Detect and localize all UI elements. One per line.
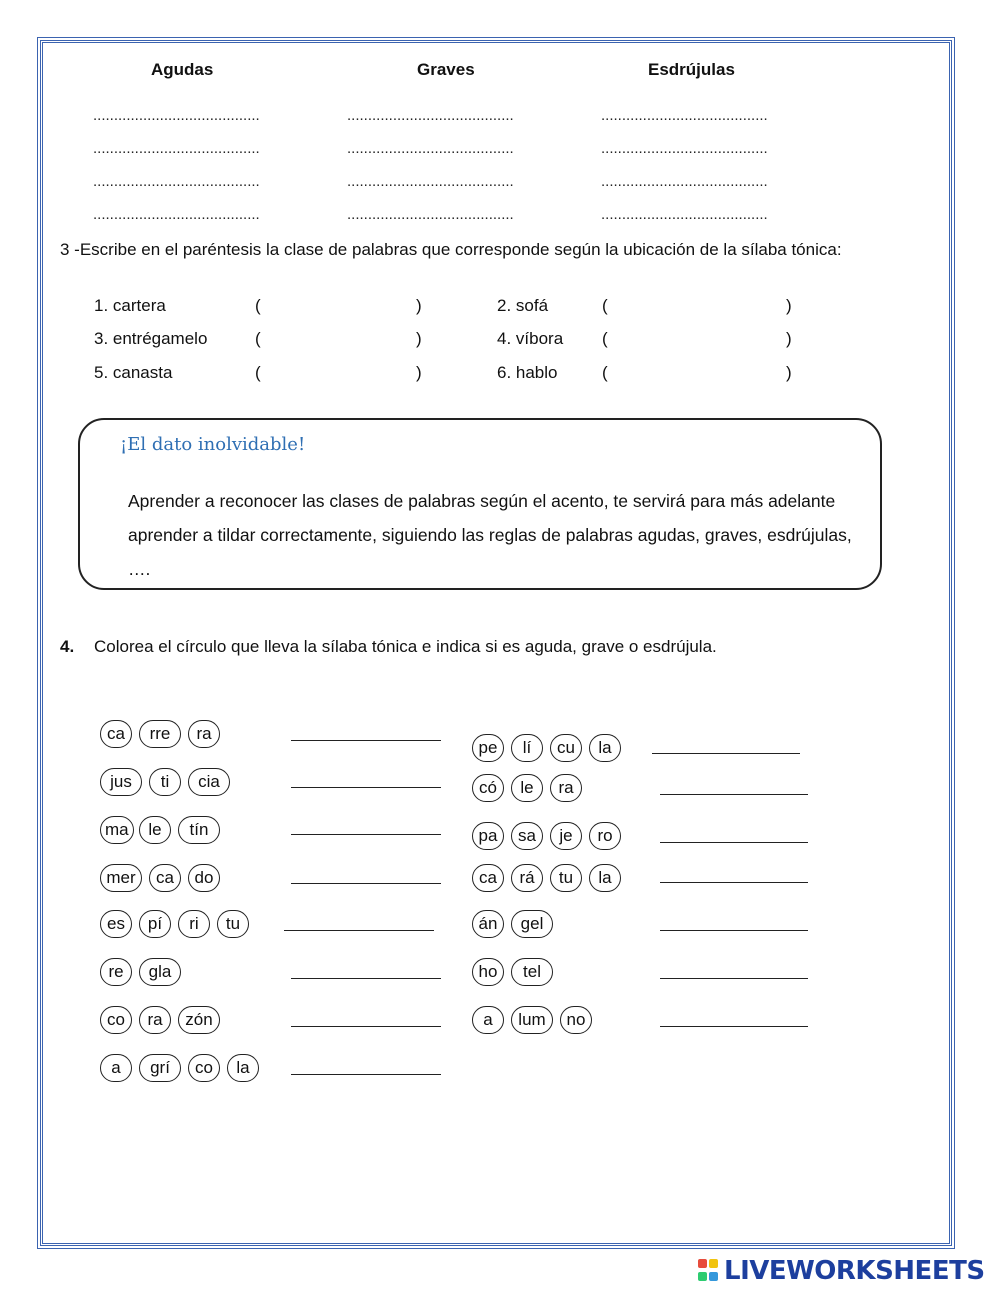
- syllable-circle[interactable]: án: [472, 910, 504, 938]
- close-paren: ): [786, 363, 792, 382]
- syllable-circle[interactable]: le: [139, 816, 171, 844]
- answer-line[interactable]: [660, 930, 808, 931]
- header-esdrujulas: Esdrújulas: [648, 60, 735, 79]
- syllable-circle[interactable]: tín: [178, 816, 220, 844]
- header-graves: Graves: [417, 60, 475, 79]
- brand-name: LIVEWORKSHEETS: [724, 1256, 985, 1286]
- syllable-circle[interactable]: mer: [100, 864, 142, 892]
- answer-line[interactable]: [660, 978, 808, 979]
- answer-line[interactable]: [660, 794, 808, 795]
- answer-line[interactable]: [291, 834, 441, 835]
- answer-line[interactable]: [660, 842, 808, 843]
- answer-input[interactable]: [269, 361, 410, 385]
- answer-line[interactable]: [660, 882, 808, 883]
- syllable-circle[interactable]: grí: [139, 1054, 181, 1082]
- syllable-circle[interactable]: le: [511, 774, 543, 802]
- syllable-circle[interactable]: la: [589, 734, 621, 762]
- word-item: 1. cartera: [94, 296, 166, 315]
- syllable-circle[interactable]: có: [472, 774, 504, 802]
- syllable-circle[interactable]: es: [100, 910, 132, 938]
- answer-input[interactable]: [269, 294, 410, 318]
- syllable-circle[interactable]: ti: [149, 768, 181, 796]
- tip-text: Aprender a reconocer las clases de palabras según el acento, te servirá para más adelante aprender a tildar correctamente, siguiendo las reglas de palabras agudas, graves, esdrújulas, ….: [128, 491, 852, 579]
- syllable-circle[interactable]: ra: [139, 1006, 171, 1034]
- syllable-circle[interactable]: ca: [100, 720, 132, 748]
- syllable-circle[interactable]: gla: [139, 958, 181, 986]
- dotted-answer-line[interactable]: ........................................: [93, 140, 260, 157]
- close-paren: ): [416, 363, 422, 382]
- syllable-circle[interactable]: gel: [511, 910, 553, 938]
- tip-box: [78, 418, 882, 590]
- answer-input[interactable]: [616, 327, 780, 351]
- close-paren: ): [416, 296, 422, 315]
- syllable-circle[interactable]: rá: [511, 864, 543, 892]
- dotted-answer-line[interactable]: ........................................: [601, 206, 768, 223]
- answer-line[interactable]: [291, 1026, 441, 1027]
- open-paren: (: [602, 296, 608, 315]
- dotted-answer-line[interactable]: ........................................: [601, 140, 768, 157]
- syllable-circle[interactable]: rre: [139, 720, 181, 748]
- question-4-number: 4.: [60, 637, 75, 656]
- syllable-circle[interactable]: ca: [149, 864, 181, 892]
- answer-line[interactable]: [291, 740, 441, 741]
- syllable-circle[interactable]: pe: [472, 734, 504, 762]
- dotted-answer-line[interactable]: ........................................: [347, 173, 514, 190]
- tip-title: ¡El dato inolvidable!: [120, 434, 306, 455]
- syllable-circle[interactable]: do: [188, 864, 220, 892]
- header-agudas: Agudas: [151, 60, 214, 79]
- syllable-circle[interactable]: cia: [188, 768, 230, 796]
- syllable-circle[interactable]: lum: [511, 1006, 553, 1034]
- word-item: 2. sofá: [497, 296, 549, 315]
- syllable-circle[interactable]: ho: [472, 958, 504, 986]
- open-paren: (: [255, 296, 261, 315]
- syllable-circle[interactable]: jus: [100, 768, 142, 796]
- dotted-answer-line[interactable]: ........................................: [347, 206, 514, 223]
- syllable-circle[interactable]: ma: [100, 816, 134, 844]
- dotted-answer-line[interactable]: ........................................: [93, 173, 260, 190]
- syllable-circle[interactable]: tu: [217, 910, 249, 938]
- syllable-circle[interactable]: cu: [550, 734, 582, 762]
- syllable-circle[interactable]: zón: [178, 1006, 220, 1034]
- dotted-answer-line[interactable]: ........................................: [93, 107, 260, 124]
- answer-input[interactable]: [616, 361, 780, 385]
- open-paren: (: [255, 363, 261, 382]
- dotted-answer-line[interactable]: ........................................: [347, 140, 514, 157]
- syllable-circle[interactable]: pa: [472, 822, 504, 850]
- syllable-circle[interactable]: re: [100, 958, 132, 986]
- dotted-answer-line[interactable]: ........................................: [601, 107, 768, 124]
- answer-line[interactable]: [291, 883, 441, 884]
- syllable-circle[interactable]: sa: [511, 822, 543, 850]
- answer-line[interactable]: [652, 753, 800, 754]
- syllable-circle[interactable]: la: [227, 1054, 259, 1082]
- close-paren: ): [786, 296, 792, 315]
- answer-input[interactable]: [616, 294, 780, 318]
- syllable-circle[interactable]: la: [589, 864, 621, 892]
- word-item: 6. hablo: [497, 363, 558, 382]
- open-paren: (: [602, 363, 608, 382]
- question-4-title: Colorea el círculo que lleva la sílaba tónica e indica si es aguda, grave o esdrújula.: [94, 637, 717, 656]
- syllable-circle[interactable]: a: [472, 1006, 504, 1034]
- word-item: 4. víbora: [497, 329, 564, 348]
- syllable-circle[interactable]: lí: [511, 734, 543, 762]
- close-paren: ): [786, 329, 792, 348]
- word-item: 3. entrégamelo: [94, 329, 208, 348]
- syllable-circle[interactable]: ro: [589, 822, 621, 850]
- syllable-circle[interactable]: a: [100, 1054, 132, 1082]
- answer-input[interactable]: [269, 327, 410, 351]
- answer-line[interactable]: [291, 978, 441, 979]
- syllable-circle[interactable]: ra: [550, 774, 582, 802]
- open-paren: (: [255, 329, 261, 348]
- liveworksheets-logo: [698, 1256, 985, 1286]
- syllable-circle[interactable]: co: [100, 1006, 132, 1034]
- open-paren: (: [602, 329, 608, 348]
- syllable-circle[interactable]: ca: [472, 864, 504, 892]
- answer-line[interactable]: [291, 1074, 441, 1075]
- syllable-circle[interactable]: ra: [188, 720, 220, 748]
- syllable-circle[interactable]: pí: [139, 910, 171, 938]
- syllable-circle[interactable]: ri: [178, 910, 210, 938]
- syllable-circle[interactable]: tel: [511, 958, 553, 986]
- logo-icon: [698, 1257, 720, 1285]
- syllable-circle[interactable]: je: [550, 822, 582, 850]
- word-item: 5. canasta: [94, 363, 173, 382]
- syllable-circle[interactable]: no: [560, 1006, 592, 1034]
- dotted-answer-line[interactable]: ........................................: [347, 107, 514, 124]
- answer-line[interactable]: [284, 930, 434, 931]
- syllable-circle[interactable]: tu: [550, 864, 582, 892]
- answer-line[interactable]: [660, 1026, 808, 1027]
- syllable-circle[interactable]: co: [188, 1054, 220, 1082]
- answer-line[interactable]: [291, 787, 441, 788]
- dotted-answer-line[interactable]: ........................................: [601, 173, 768, 190]
- question-3-title: 3 -Escribe en el paréntesis la clase de palabras que corresponde según la ubicación de la sílaba tónica:: [60, 240, 842, 259]
- close-paren: ): [416, 329, 422, 348]
- dotted-answer-line[interactable]: ........................................: [93, 206, 260, 223]
